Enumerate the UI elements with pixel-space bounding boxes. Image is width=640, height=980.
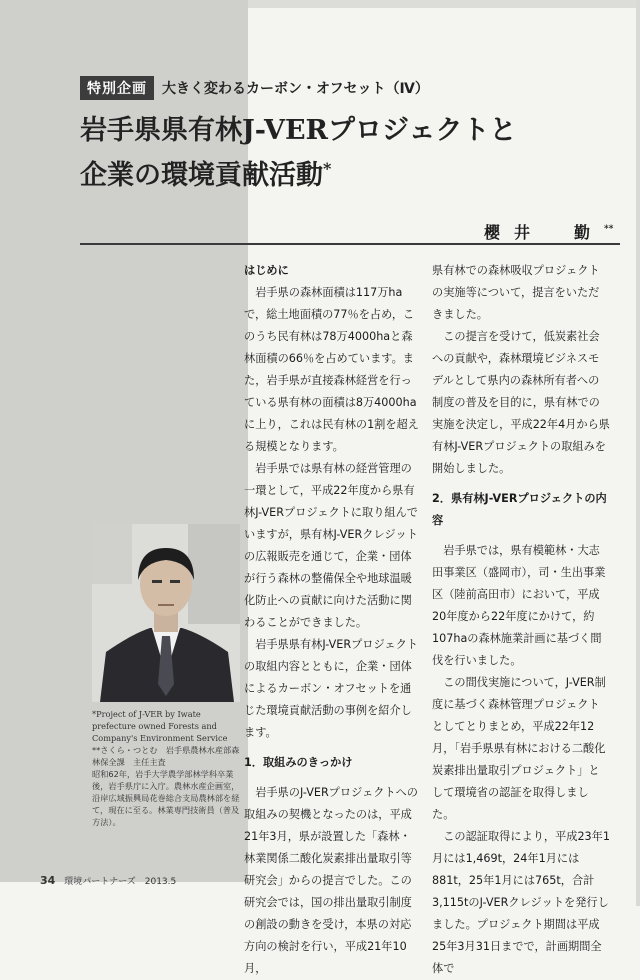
author-caption bbox=[92, 708, 242, 828]
section-heading-intro: はじめに bbox=[244, 264, 289, 277]
author-footnote-mark: ** bbox=[604, 224, 614, 235]
section-heading-1: 1．取組みのきっかけ bbox=[244, 756, 353, 769]
article-title bbox=[80, 112, 516, 195]
title-line-2: 企業の環境貢献活動 bbox=[80, 160, 323, 191]
author-name: 櫻井 勤 bbox=[484, 223, 605, 242]
special-feature-tag: 特別企画 bbox=[80, 76, 154, 100]
paragraph: 岩手県県有林J-VERプロジェクトの取組内容とともに，企業・団体によるカーボン・オフセットを通じた環境貢献活動の事例を紹介します。 bbox=[244, 638, 418, 739]
title-rule bbox=[80, 243, 620, 245]
paragraph: 岩手県のJ-VERプロジェクトへの取組みの契機となったのは，平成21年3月，県が設置した「森林・林業関係二酸化炭素排出量取引等研究会」からの提言でした。この研究会では，国の排出量取引制度の創設の動きを受け，本県の対応方向の検討を行い，平成21年10月， bbox=[244, 786, 418, 975]
paragraph: 岩手県では，県有模範林・大志田事業区（盛岡市），司・生出事業区（陸前高田市）において，平成20年度から22年度にかけて，約107haの森林施業計画に基づく間伐を行いました。 bbox=[432, 544, 606, 667]
series-header bbox=[80, 76, 429, 100]
author-bio: 昭和62年，岩手大学農学部林学科卒業後，岩手県庁に入庁。農林水産企画室，沿岸広域振興局花巻総合支局農林部を経て，現在に至る。林業専門技術員（普及方法）。 bbox=[92, 769, 240, 827]
title-line-1: 岩手県県有林J-VERプロジェクトと bbox=[80, 115, 517, 146]
journal-name: 環境パートナーズ 2013.5 bbox=[64, 877, 177, 887]
page-footer bbox=[40, 874, 176, 887]
text-column-2 bbox=[432, 260, 610, 980]
paragraph: この認証取得により，平成23年1月には1,469t，24年1月には881t，25年1月には765t，合計3,115tのJ-VERクレジットを発行しました。プロジェクト期間は平成25年3月31日までで，計画期間全体で bbox=[432, 830, 610, 975]
page-edge bbox=[636, 0, 640, 906]
series-title: 大きく変わるカーボン・オフセット（Ⅳ） bbox=[162, 81, 429, 97]
paragraph: 岩手県では県有林の経営管理の一環として，平成22年度から県有林J-VERプロジェクトに取り組んでいますが，県有林J-VERクレジットの広報販売を通じて，企業・団体が行う森林の整備保全や地球温暖化防止への貢献に向けた活動に関わることができました。 bbox=[244, 462, 418, 629]
title-footnote-mark: * bbox=[323, 159, 332, 178]
section-heading-2: 2．県有林J-VERプロジェクトの内容 bbox=[432, 492, 607, 527]
english-title-note: *Project of J-VER by Iwate prefecture owned Forests and Company's Environment Service bbox=[92, 709, 228, 743]
text-column-1 bbox=[244, 260, 420, 980]
page-number: 34 bbox=[40, 874, 56, 887]
paragraph: この提言を受けて，低炭素社会への貢献や，森林環境ビジネスモデルとして県内の森林所有者への制度の普及を目的に，県有林での実施を決定し，平成22年4月から県有林J-VERプロジェクトの取組みを開始しました。 bbox=[432, 330, 610, 475]
paragraph: 県有林での森林吸収プロジェクトの実施等について，提言をいただきました。 bbox=[432, 264, 600, 321]
author-photo bbox=[92, 524, 240, 702]
paragraph: この間伐実施について，J-VER制度に基づく森林管理プロジェクトとしてとりまとめ，平成22年12月，「岩手県県有林における二酸化炭素排出量取引プロジェクト」として環境省の認証を取得しました。 bbox=[432, 676, 606, 821]
paragraph: 岩手県の森林面積は117万haで，総土地面積の77％を占め，このうち民有林は78万4000haと森林面積の66％を占めています。また，岩手県が直接森林経営を行っている県有林の面積は8万4000haに上り，これは民有林の1割を超える規模となります。 bbox=[244, 286, 419, 453]
author bbox=[484, 220, 613, 243]
author-affiliation: **さくら・つとむ 岩手県農林水産部森林保全課 主任主査 bbox=[92, 745, 240, 767]
